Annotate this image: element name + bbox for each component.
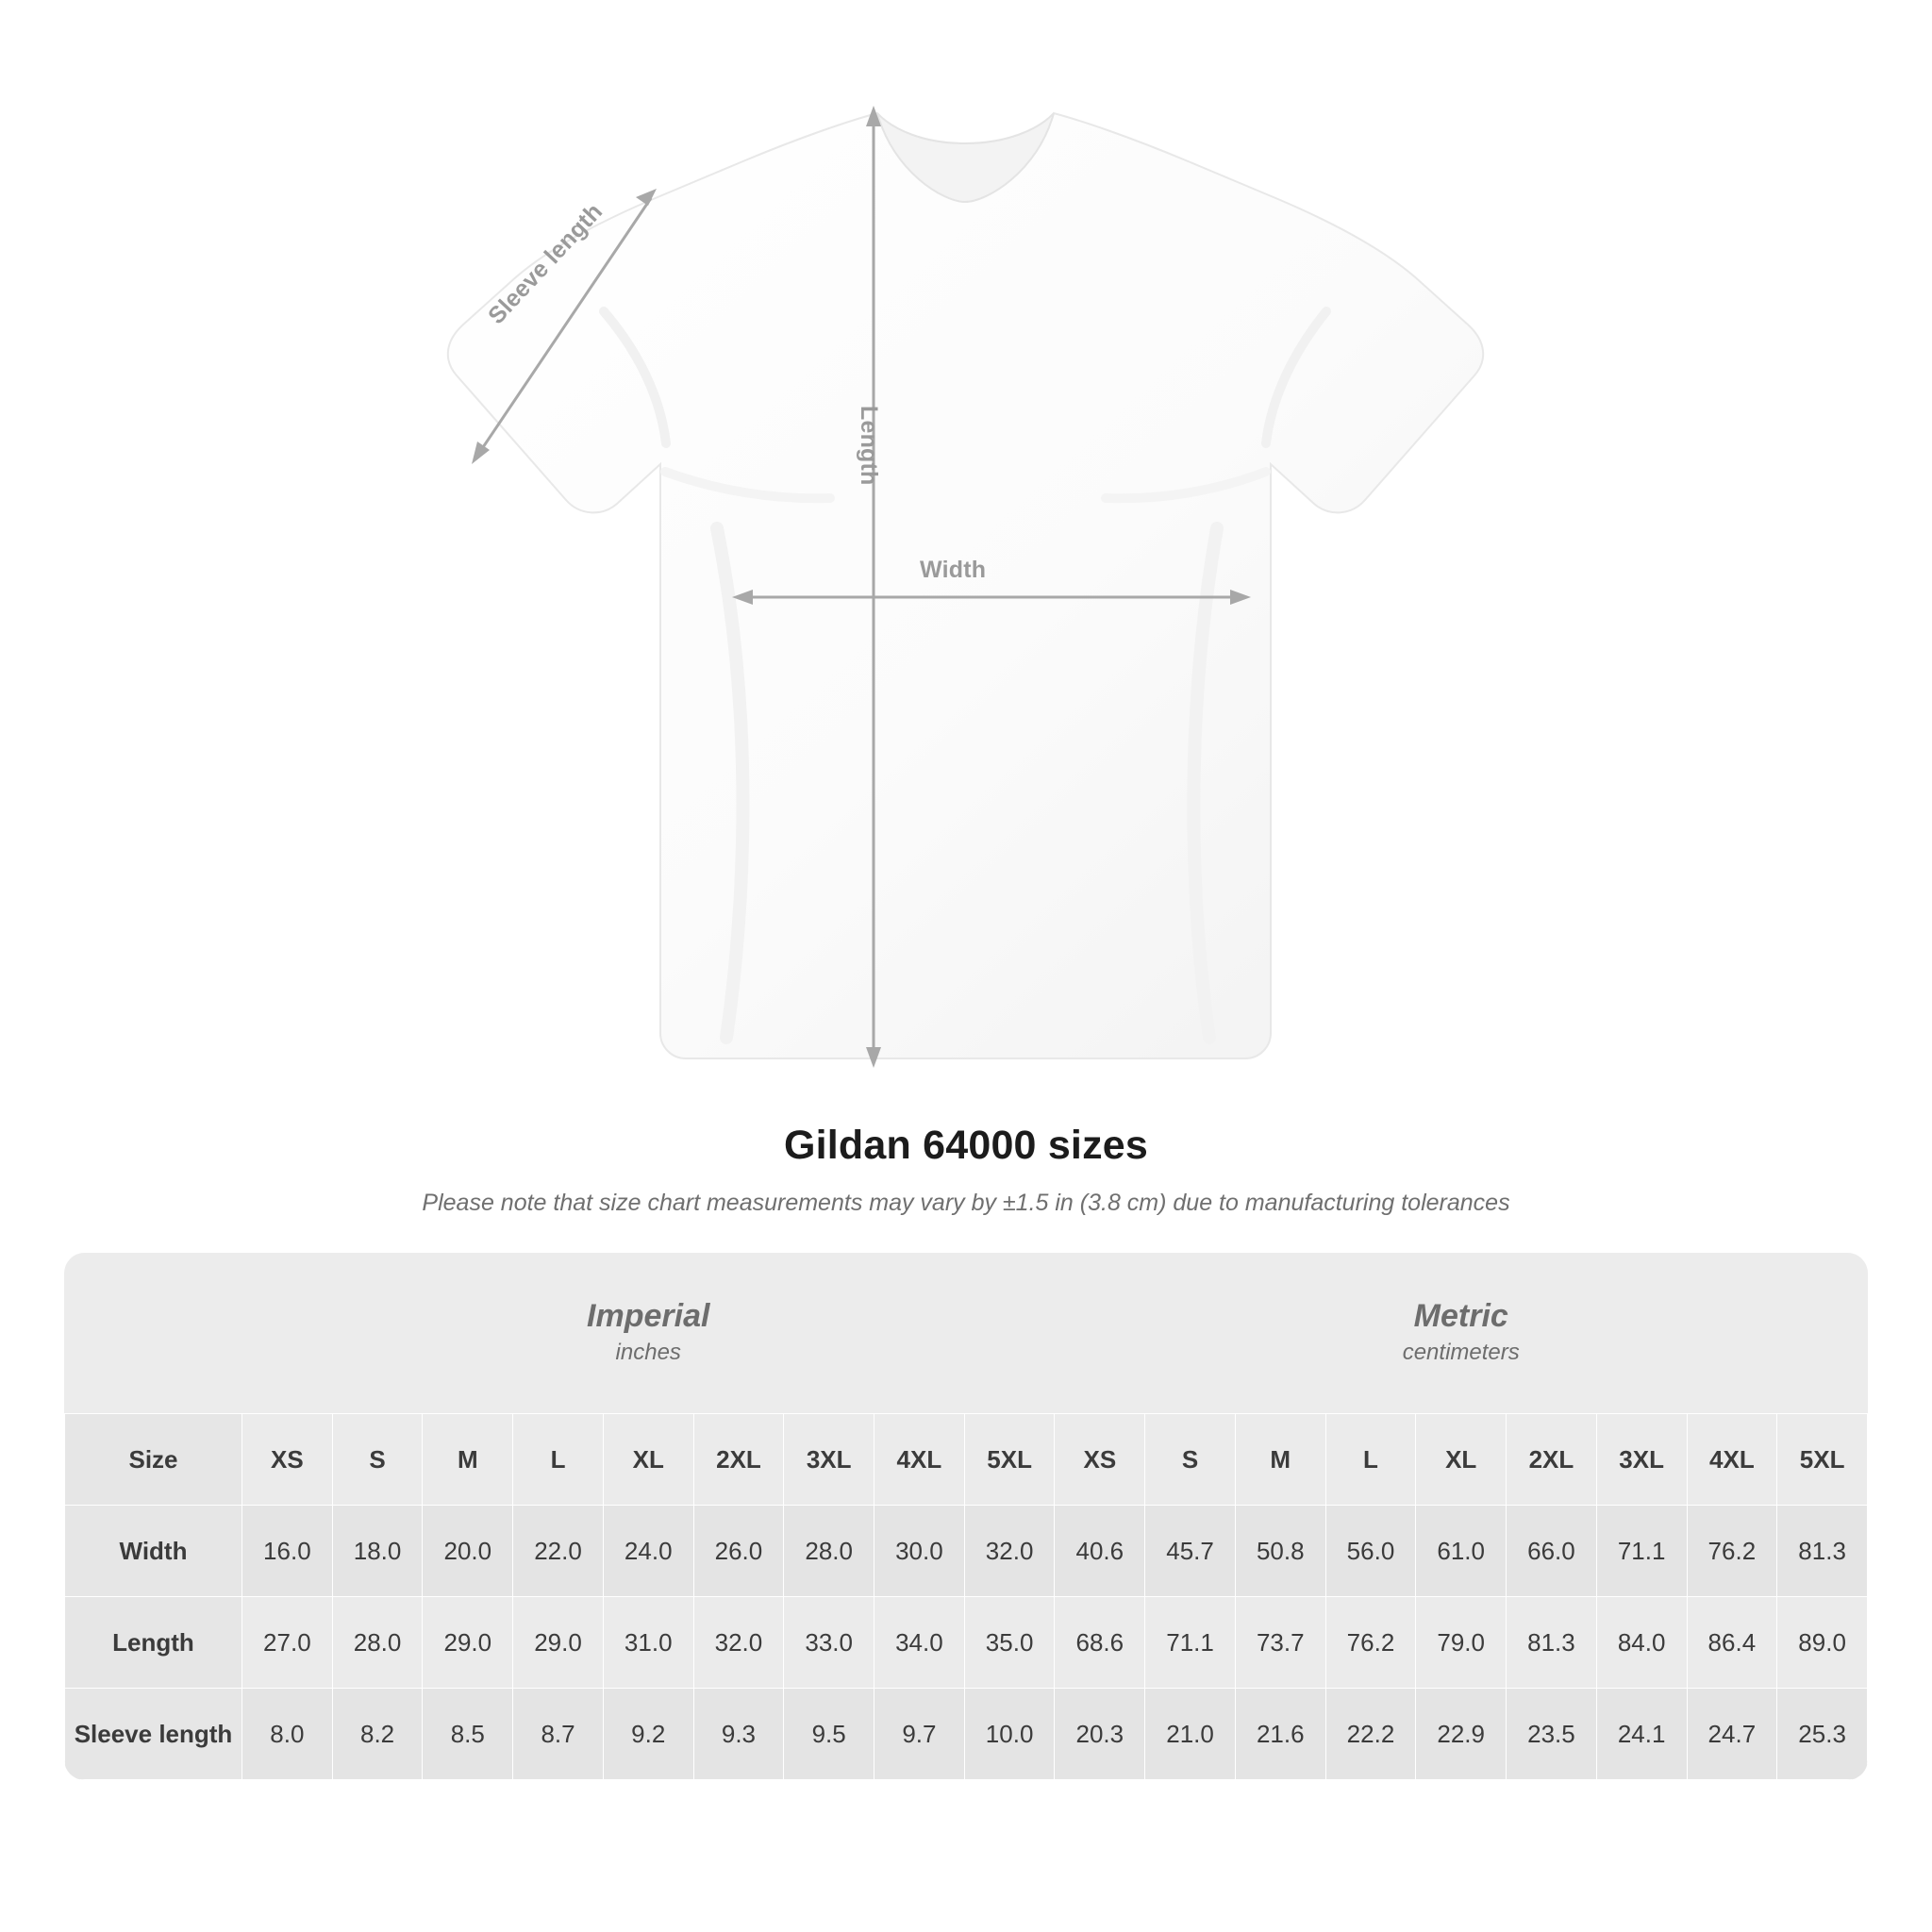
- table-row: [65, 1689, 1868, 1780]
- measurement-cell: 31.0: [603, 1597, 693, 1689]
- measurement-cell: 29.0: [513, 1597, 604, 1689]
- size-column-header: 5XL: [964, 1414, 1055, 1506]
- size-column-header: 2XL: [693, 1414, 784, 1506]
- size-column-header: XS: [242, 1414, 333, 1506]
- measurement-cell: 28.0: [784, 1506, 874, 1597]
- size-column-header: 3XL: [784, 1414, 874, 1506]
- size-column-header: L: [1325, 1414, 1416, 1506]
- imperial-group-header: [242, 1253, 1055, 1414]
- imperial-label: Imperial: [587, 1297, 710, 1334]
- measurement-cell: 24.1: [1596, 1689, 1687, 1780]
- metric-units: centimeters: [1402, 1340, 1520, 1366]
- table-corner-cell: [65, 1253, 242, 1414]
- page-title: Gildan 64000 sizes: [783, 1123, 1149, 1168]
- size-row-label: Size: [65, 1414, 242, 1506]
- measurement-row-label: Sleeve length: [65, 1689, 242, 1780]
- measurement-cell: 45.7: [1145, 1506, 1236, 1597]
- measurement-cell: 20.3: [1055, 1689, 1145, 1780]
- imperial-units: inches: [615, 1340, 681, 1366]
- measurement-cell: 21.0: [1145, 1689, 1236, 1780]
- measurement-cell: 73.7: [1235, 1597, 1325, 1689]
- measurement-cell: 29.0: [423, 1597, 513, 1689]
- measurement-cell: 23.5: [1507, 1689, 1597, 1780]
- size-column-header: 4XL: [874, 1414, 965, 1506]
- measurement-cell: 8.7: [513, 1689, 604, 1780]
- size-column-header: 5XL: [1777, 1414, 1868, 1506]
- measurement-cell: 76.2: [1325, 1597, 1416, 1689]
- size-column-header: 2XL: [1507, 1414, 1597, 1506]
- measurement-cell: 25.3: [1777, 1689, 1868, 1780]
- measurement-cell: 84.0: [1596, 1597, 1687, 1689]
- measurement-cell: 79.0: [1416, 1597, 1507, 1689]
- measurement-cell: 22.2: [1325, 1689, 1416, 1780]
- metric-label: Metric: [1413, 1297, 1508, 1334]
- measurement-cell: 28.0: [332, 1597, 423, 1689]
- size-column-header: M: [1235, 1414, 1325, 1506]
- measurement-cell: 50.8: [1235, 1506, 1325, 1597]
- tolerance-note: Please note that size chart measurements may vary by ±1.5 in (3.8 cm) due to manufacturing tolerances: [422, 1190, 1510, 1216]
- measurement-cell: 18.0: [332, 1506, 423, 1597]
- size-column-header: L: [513, 1414, 604, 1506]
- measurement-cell: 35.0: [964, 1597, 1055, 1689]
- size-column-header: M: [423, 1414, 513, 1506]
- measurement-cell: 40.6: [1055, 1506, 1145, 1597]
- measurement-cell: 10.0: [964, 1689, 1055, 1780]
- measurement-cell: 21.6: [1235, 1689, 1325, 1780]
- measurement-cell: 30.0: [874, 1506, 965, 1597]
- measurement-cell: 26.0: [693, 1506, 784, 1597]
- measurement-cell: 81.3: [1777, 1506, 1868, 1597]
- metric-group-header: [1055, 1253, 1868, 1414]
- measurement-cell: 16.0: [242, 1506, 333, 1597]
- measurement-cell: 32.0: [964, 1506, 1055, 1597]
- measurement-cell: 20.0: [423, 1506, 513, 1597]
- size-header-row: [65, 1414, 1868, 1506]
- table-row: [65, 1597, 1868, 1689]
- measurement-cell: 8.0: [242, 1689, 333, 1780]
- measurement-cell: 89.0: [1777, 1597, 1868, 1689]
- measurement-cell: 9.7: [874, 1689, 965, 1780]
- size-column-header: XS: [1055, 1414, 1145, 1506]
- measurement-cell: 24.0: [603, 1506, 693, 1597]
- length-dimension-label: Length: [856, 406, 882, 486]
- measurement-cell: 9.3: [693, 1689, 784, 1780]
- measurement-cell: 9.2: [603, 1689, 693, 1780]
- size-column-header: 4XL: [1687, 1414, 1777, 1506]
- measurement-row-label: Width: [65, 1506, 242, 1597]
- measurement-cell: 71.1: [1145, 1597, 1236, 1689]
- width-dimension-label: Width: [920, 557, 987, 583]
- measurement-cell: 81.3: [1507, 1597, 1597, 1689]
- measurement-cell: 86.4: [1687, 1597, 1777, 1689]
- measurement-cell: 66.0: [1507, 1506, 1597, 1597]
- measurement-cell: 76.2: [1687, 1506, 1777, 1597]
- size-column-header: XL: [603, 1414, 693, 1506]
- measurement-cell: 27.0: [242, 1597, 333, 1689]
- sleeve-length-dimension-label: Sleeve length: [483, 198, 608, 330]
- size-table: [64, 1253, 1868, 1780]
- measurement-cell: 33.0: [784, 1597, 874, 1689]
- measurement-cell: 8.5: [423, 1689, 513, 1780]
- measurement-cell: 71.1: [1596, 1506, 1687, 1597]
- measurement-cell: 22.0: [513, 1506, 604, 1597]
- table-row: [65, 1506, 1868, 1597]
- measurement-cell: 61.0: [1416, 1506, 1507, 1597]
- measurement-cell: 68.6: [1055, 1597, 1145, 1689]
- unit-header-row: [65, 1253, 1868, 1414]
- size-column-header: XL: [1416, 1414, 1507, 1506]
- measurement-cell: 22.9: [1416, 1689, 1507, 1780]
- size-column-header: S: [332, 1414, 423, 1506]
- size-table-container: [64, 1253, 1868, 1780]
- measurement-cell: 56.0: [1325, 1506, 1416, 1597]
- measurement-cell: 9.5: [784, 1689, 874, 1780]
- measurement-cell: 32.0: [693, 1597, 784, 1689]
- chart-heading: [0, 1123, 1932, 1217]
- size-column-header: 3XL: [1596, 1414, 1687, 1506]
- measurement-row-label: Length: [65, 1597, 242, 1689]
- size-column-header: S: [1145, 1414, 1236, 1506]
- measurement-cell: 24.7: [1687, 1689, 1777, 1780]
- measurement-cell: 8.2: [332, 1689, 423, 1780]
- measurement-cell: 34.0: [874, 1597, 965, 1689]
